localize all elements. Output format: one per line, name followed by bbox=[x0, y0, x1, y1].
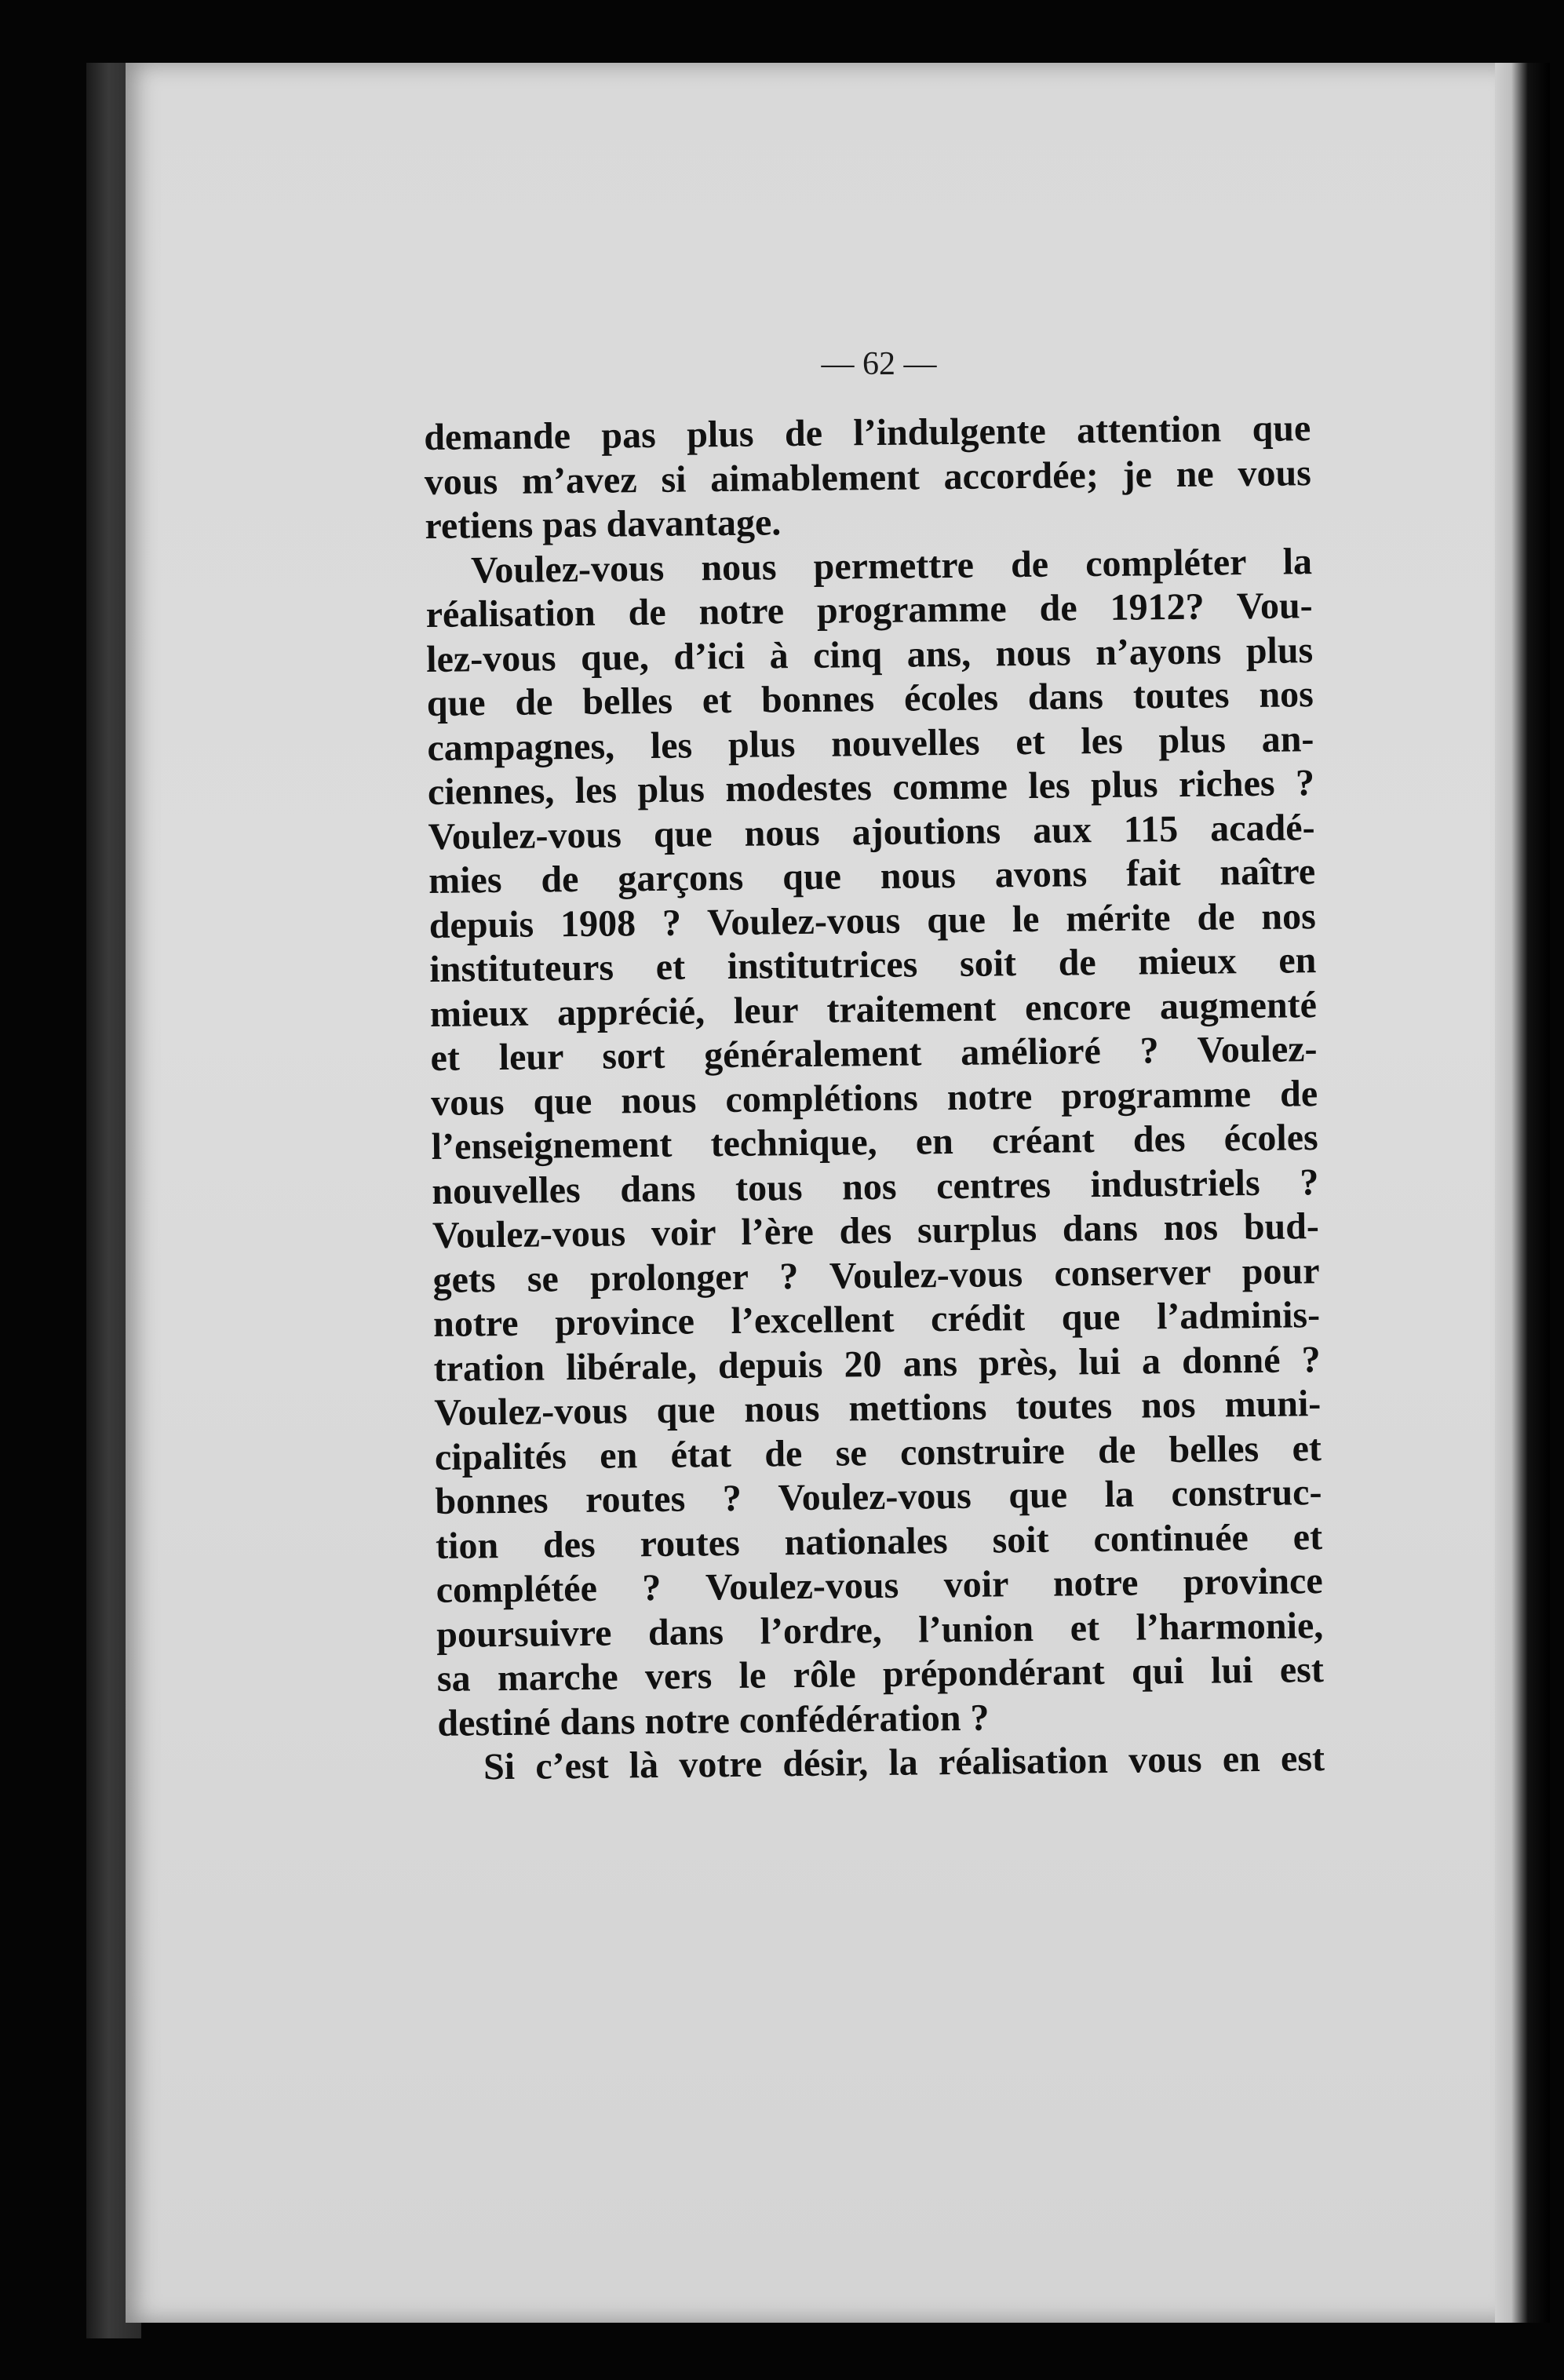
text-line: lez-vous que, d’ici à cinq ans, nous n’ayons plus bbox=[425, 629, 1314, 680]
text-line: retiens pas davantage. bbox=[425, 501, 782, 547]
text-line: nouvelles dans tous nos centres industriels ? bbox=[432, 1161, 1319, 1212]
text-line: vous m’avez si aimablement accordée; je ne vous bbox=[424, 451, 1312, 503]
text-line: Voulez-vous que nous ajoutions aux 115 acadé- bbox=[428, 806, 1315, 858]
text-line: depuis 1908 ? Voulez-vous que le mérite de nos bbox=[428, 895, 1317, 946]
text-line: sa marche vers le rôle prépondérant qui lui est bbox=[436, 1649, 1325, 1700]
text-line: demande pas plus de l’indulgente attention que bbox=[424, 407, 1311, 458]
text-line: que de belles et bonnes écoles dans toutes nos bbox=[426, 673, 1314, 724]
text-line: Si c’est là votre désir, la réalisation vous en est bbox=[483, 1737, 1325, 1788]
text-line: Voulez-vous voir l’ère des surplus dans nos bud- bbox=[432, 1205, 1320, 1256]
text-line: mies de garçons que nous avons fait naître bbox=[428, 851, 1316, 902]
text-line: cipalités en état de se construire de belles et bbox=[434, 1427, 1322, 1478]
text-line: tration libérale, depuis 20 ans près, lui a donné ? bbox=[433, 1338, 1321, 1390]
text-line: notre province l’excellent crédit que l’adminis- bbox=[432, 1294, 1321, 1345]
text-line: et leur sort généralement amélioré ? Voulez- bbox=[430, 1028, 1318, 1079]
text-line: instituteurs et institutrices soit de mieux en bbox=[429, 939, 1317, 990]
text-line: bonnes routes ? Voulez-vous que la construc- bbox=[435, 1471, 1322, 1522]
text-line: complétée ? Voulez-vous voir notre province bbox=[436, 1560, 1323, 1611]
body-text bbox=[424, 406, 1325, 1790]
page-edge bbox=[1495, 63, 1550, 2323]
text-line: poursuivre dans l’ordre, l’union et l’harmonie, bbox=[436, 1604, 1324, 1656]
text-line: l’enseignement technique, en créant des écoles bbox=[431, 1117, 1318, 1168]
text-line: réalisation de notre programme de 1912? Vou- bbox=[425, 585, 1313, 636]
text-line: campagnes, les plus nouvelles et les plus an- bbox=[427, 717, 1314, 769]
text-line: destiné dans notre confédération ? bbox=[437, 1697, 990, 1744]
text-line: Voulez-vous que nous mettions toutes nos muni- bbox=[434, 1383, 1322, 1434]
text-line: mieux apprécié, leur traitement encore augmenté bbox=[429, 983, 1318, 1035]
text-line: gets se prolonger ? Voulez-vous conserver pour bbox=[432, 1249, 1320, 1301]
text-line: tion des routes nationales soit continuée et bbox=[435, 1515, 1323, 1567]
text-line: ciennes, les plus modestes comme les plus riches ? bbox=[427, 762, 1315, 813]
page-number: — 62 — bbox=[821, 346, 937, 382]
text-line: Voulez-vous nous permettre de compléter la bbox=[470, 540, 1313, 591]
text-line: vous que nous complétions notre programme de bbox=[430, 1072, 1318, 1124]
